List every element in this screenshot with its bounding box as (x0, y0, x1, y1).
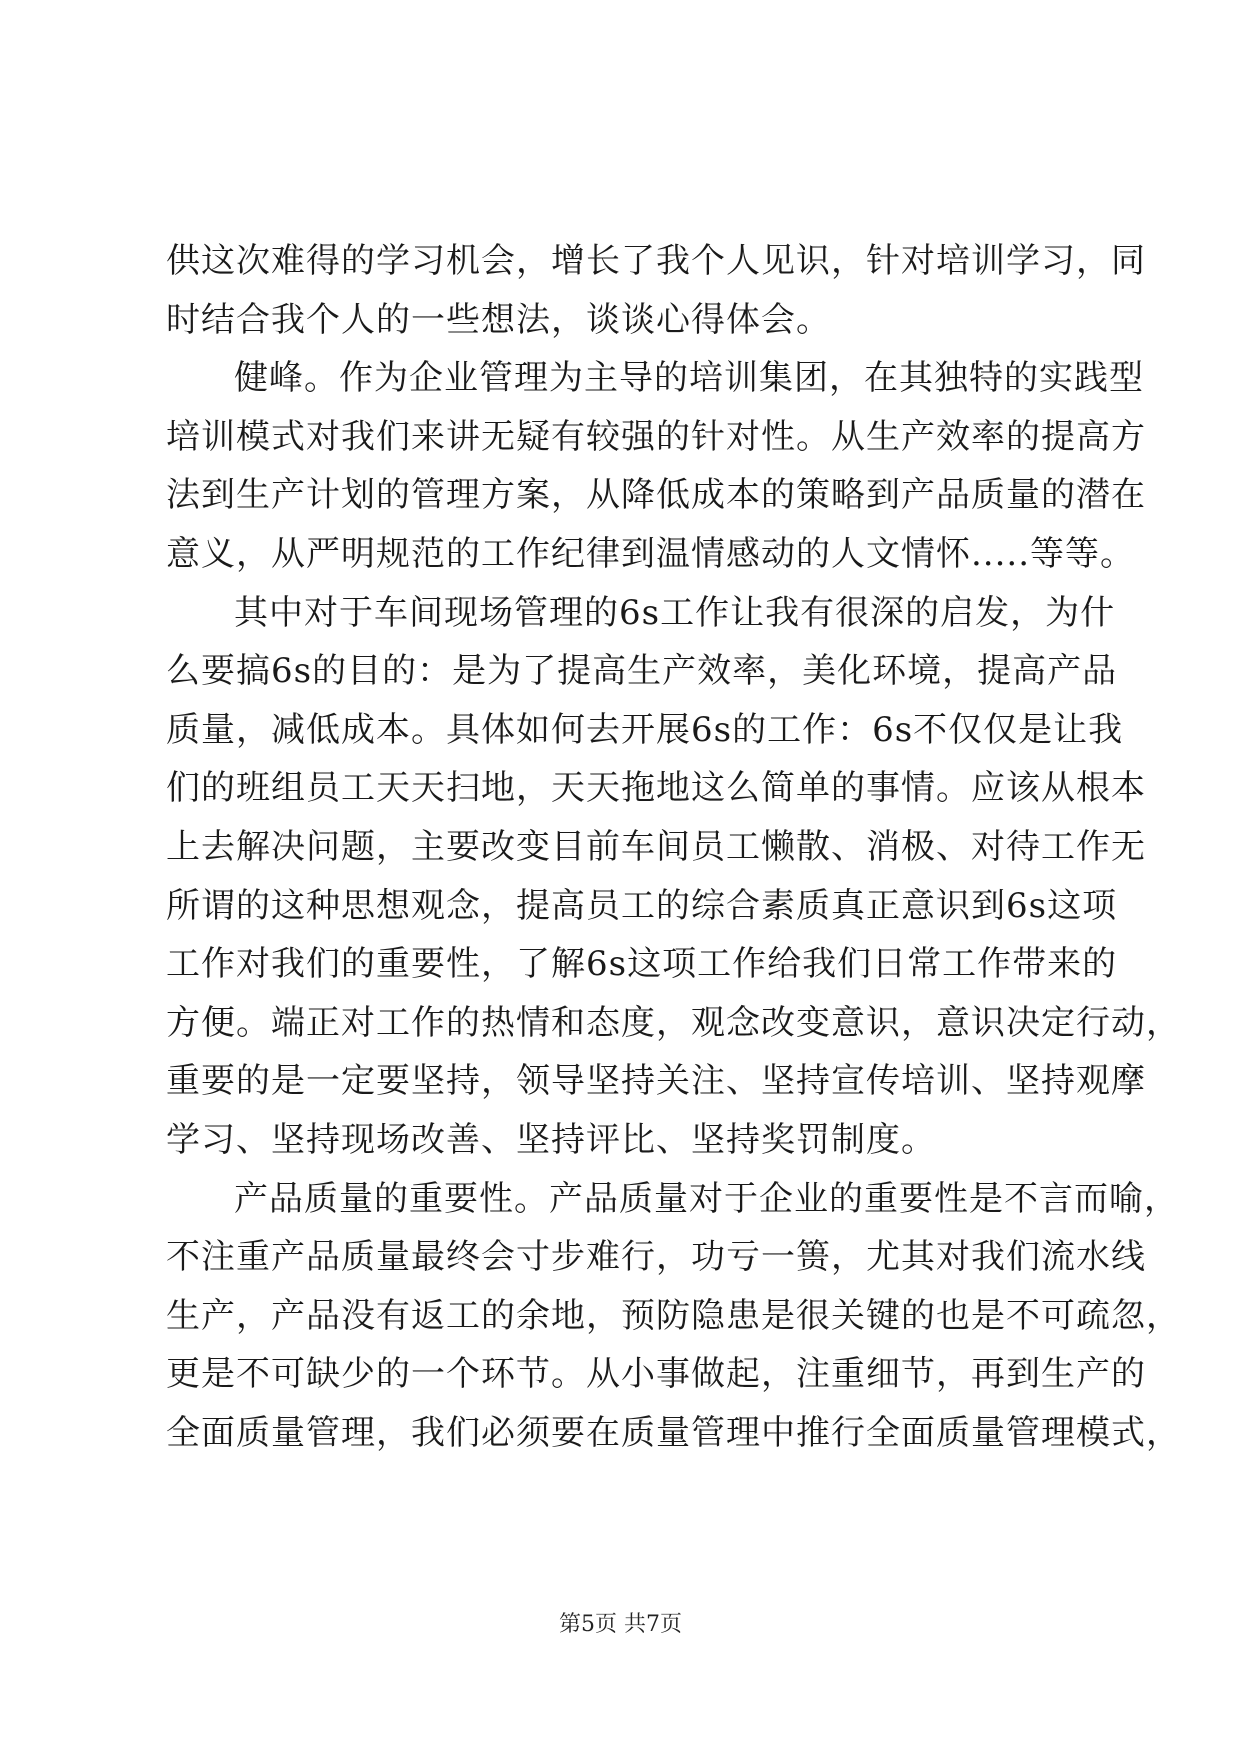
text-line: 么要搞6s的目的：是为了提高生产效率，美化环境，提高产品 (166, 651, 1118, 692)
text-line: 更是不可缺少的一个环节。从小事做起，注重细节，再到生产的 (166, 1354, 1146, 1395)
text-line: 产品质量的重要性。产品质量对于企业的重要性是不言而喻， (234, 1178, 1179, 1219)
paragraph (166, 349, 1146, 583)
text-line: 时结合我个人的一些想法，谈谈心得体会。 (166, 299, 831, 340)
text-line: 其中对于车间现场管理的6s工作让我有很深的启发，为什 (234, 592, 1116, 633)
text-line: 们的班组员工天天扫地，天天拖地这么简单的事情。应该从根本 (166, 768, 1146, 809)
text-line: 质量，减低成本。具体如何去开展6s的工作：6s不仅仅是让我 (166, 709, 1124, 750)
text-line: 上去解决问题，主要改变目前车间员工懒散、消极、对待工作无 (166, 826, 1146, 867)
paragraph (166, 584, 1181, 1170)
paragraph (166, 232, 1146, 349)
document-body (166, 232, 1181, 1462)
text-line: 健峰。作为企业管理为主导的培训集团，在其独特的实践型 (234, 358, 1144, 399)
text-line: 不注重产品质量最终会寸步难行，功亏一篑，尤其对我们流水线 (166, 1237, 1146, 1278)
text-line: 方便。端正对工作的热情和态度，观念改变意识，意识决定行动， (166, 1002, 1181, 1043)
text-line: 法到生产计划的管理方案，从降低成本的策略到产品质量的潜在 (166, 475, 1146, 516)
text-line: 所谓的这种思想观念，提高员工的综合素质真正意识到6s这项 (166, 885, 1118, 926)
text-line: 生产，产品没有返工的余地，预防隐患是很关键的也是不可疏忽， (166, 1295, 1181, 1336)
text-line: 工作对我们的重要性，了解6s这项工作给我们日常工作带来的 (166, 944, 1118, 985)
text-line: 意义，从严明规范的工作纪律到温情感动的人文情怀.....等等。 (166, 533, 1136, 574)
text-line: 供这次难得的学习机会，增长了我个人见识，针对培训学习，同 (166, 241, 1146, 281)
paragraph (166, 1170, 1181, 1463)
text-line: 全面质量管理，我们必须要在质量管理中推行全面质量管理模式， (166, 1412, 1181, 1453)
text-line: 培训模式对我们来讲无疑有较强的针对性。从生产效率的提高方 (166, 416, 1146, 457)
page-footer: 第5页 共7页 (559, 1612, 682, 1637)
text-line: 重要的是一定要坚持，领导坚持关注、坚持宣传培训、坚持观摩 (166, 1061, 1146, 1102)
text-line: 学习、坚持现场改善、坚持评比、坚持奖罚制度。 (166, 1119, 936, 1160)
